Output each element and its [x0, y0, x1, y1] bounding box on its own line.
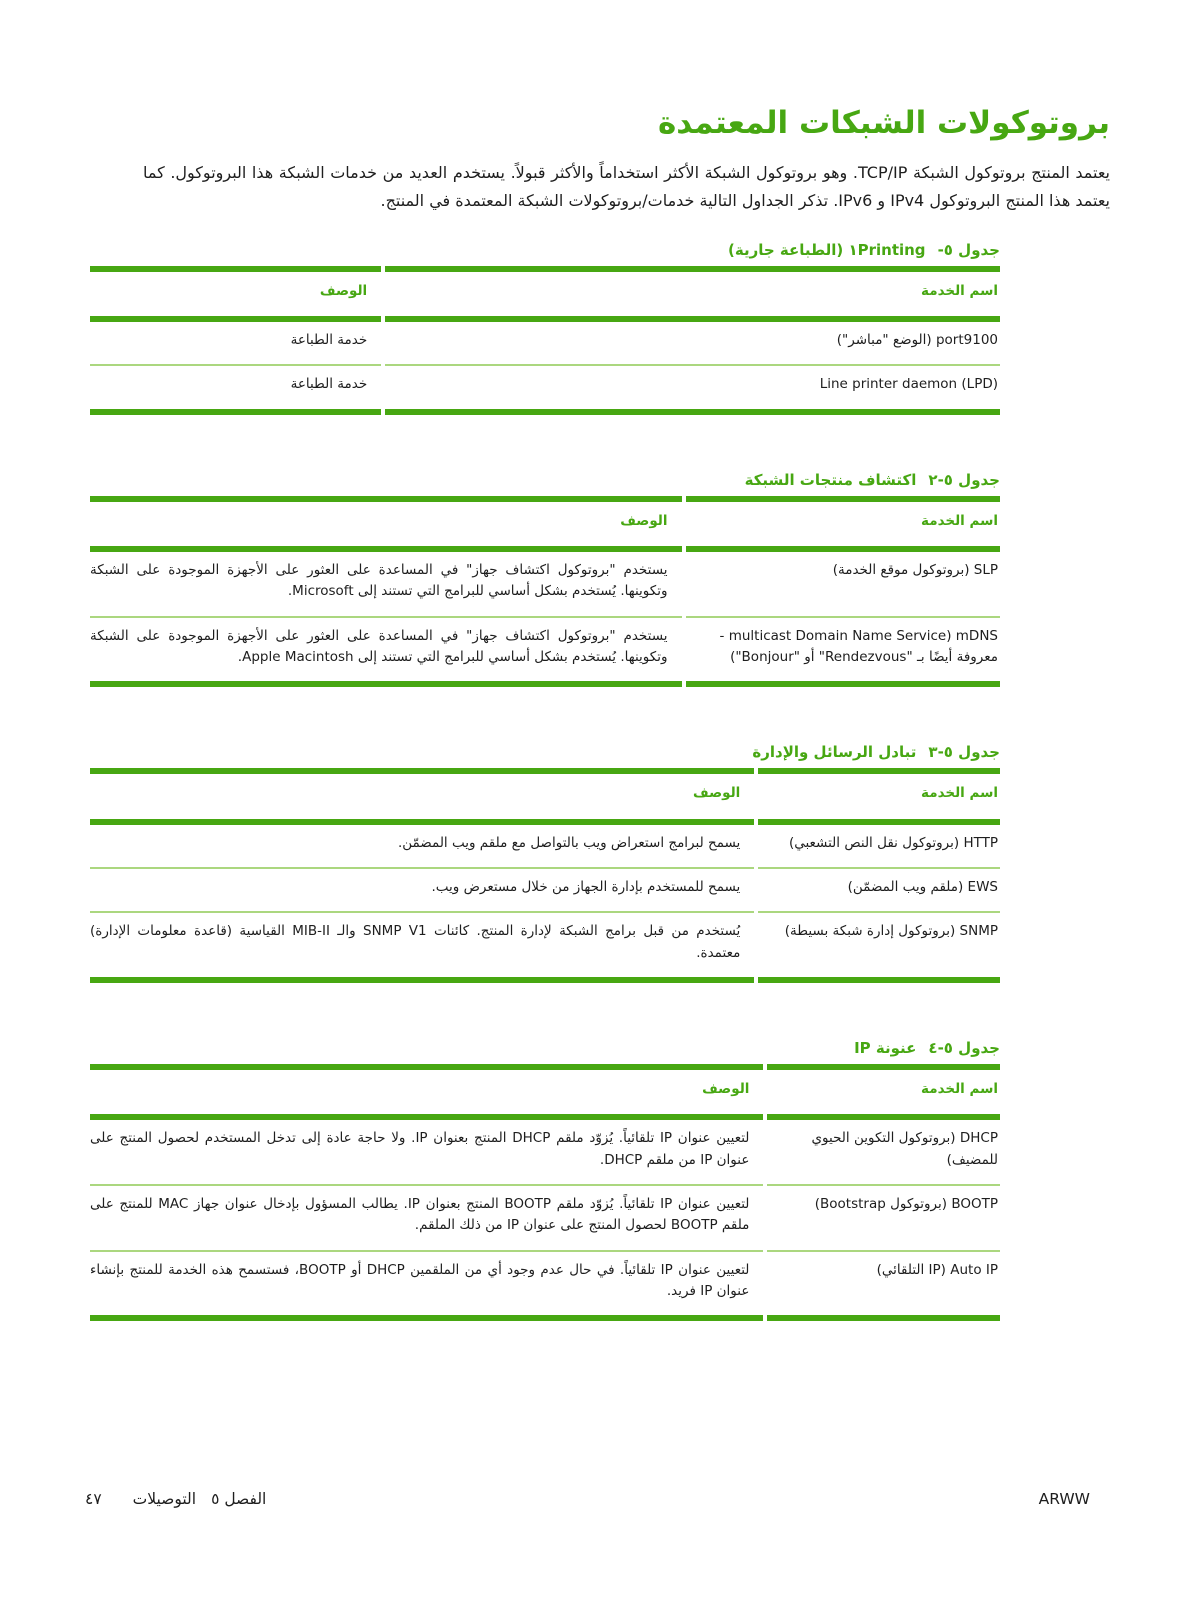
table-caption-label: جدول ٥-١ — [848, 240, 1000, 259]
table-bottom-rule — [90, 1315, 1000, 1321]
description-cell: يسمح لبرامج استعراض ويب بالتواصل مع ملقم ويب المضمّن. — [397, 834, 741, 851]
service-cell: HTTP (بروتوكول نقل النص التشعبي) — [788, 834, 998, 851]
table-row — [90, 552, 1000, 616]
column-header-service: اسم الخدمة — [921, 282, 998, 299]
page-footer — [85, 1490, 1090, 1508]
table-row — [90, 825, 1000, 867]
footer-page-number: ٤٧ — [85, 1490, 102, 1508]
table-bottom-rule — [90, 681, 1000, 687]
description-cell: لتعيين عنوان IP تلقائياً. يُزوّد ملقم BOOTP المنتج بعنوان IP. يطالب المسؤول بإدخال عنوان جهاز MAC للمنتج على ملقم BOOTP لحصول المنتج على عنوان IP من ذلك الملقم. — [90, 1196, 750, 1234]
rule-segment — [754, 977, 1000, 983]
table-row — [90, 366, 1000, 408]
table-bottom-rule — [90, 977, 1000, 983]
table-row — [90, 1252, 1000, 1316]
table-caption — [90, 241, 1000, 259]
table-ip-addressing — [90, 1039, 1000, 1321]
table-row — [90, 913, 1000, 977]
table-caption-title: Printing (الطباعة جارية) — [728, 240, 926, 259]
column-header-service: اسم الخدمة — [921, 1081, 998, 1098]
service-cell: port9100 (الوضع "مباشر") — [836, 332, 998, 349]
column-header-description: الوصف — [693, 785, 741, 802]
column-header-service: اسم الخدمة — [921, 785, 998, 802]
description-cell: يستخدم "بروتوكول اكتشاف جهاز" في المساعدة على العثور على الأجهزة الموجودة على الشبكة وتكوينها. يُستخدم بشكل أساسي للبرامج التي تستند إلى Apple Macintosh. — [90, 627, 668, 666]
table-row — [90, 618, 1000, 682]
service-cell: SLP (بروتوكول موقع الخدمة) — [832, 562, 998, 579]
rule-segment — [682, 681, 1001, 687]
service-cell: DHCP (بروتوكول التكوين الحيوي للمضيف) — [811, 1130, 998, 1168]
table-row — [90, 869, 1000, 911]
footer-section: التوصيلات — [132, 1490, 197, 1508]
rule-segment — [90, 409, 381, 415]
service-cell: BOOTP (بروتوكول Bootstrap) — [814, 1196, 998, 1212]
service-cell: Line printer daemon (LPD) — [819, 376, 998, 393]
table-row — [90, 322, 1000, 364]
intro-paragraph: يعتمد المنتج بروتوكول الشبكة TCP/IP. وهو بروتوكول الشبكة الأكثر استخداماً والأكثر قبولاً. يستخدم العديد من خدمات الشبكة هذا البروتوكول. كما يعتمد هذا المنتج البروتوكول IPv4 و IPv6. تذكر الجداول التالية خدمات/بروتوكولات الشبكة المعتمدة في المنتج. — [143, 162, 1110, 210]
table-printing — [90, 241, 1000, 415]
table-header-row — [90, 1070, 1000, 1114]
table-caption-label: جدول ٥-٤ — [928, 1039, 1000, 1058]
description-cell: يستخدم "بروتوكول اكتشاف جهاز" في المساعدة على العثور على الأجهزة الموجودة على الشبكة وتكوينها. يُستخدم بشكل أساسي للبرامج التي تستند إلى Microsoft. — [90, 562, 668, 600]
description-cell: لتعيين عنوان IP تلقائياً. يُزوّد ملقم DHCP المنتج بعنوان IP. ولا حاجة عادة إلى تدخل المستخدم لحصول المنتج على عنوان IP من ملقم DHCP. — [90, 1130, 750, 1168]
table-caption-title: عنونة IP — [854, 1039, 917, 1058]
table-network-discovery — [90, 471, 1000, 688]
table-header-row — [90, 774, 1000, 818]
table-caption — [90, 743, 1000, 761]
service-cell: EWS (ملقم ويب المضمّن) — [847, 879, 998, 896]
rule-segment — [763, 1315, 1000, 1321]
service-cell: Auto IP (IP التلقائي) — [876, 1261, 998, 1278]
table-header-row — [90, 272, 1000, 316]
description-cell: خدمة الطباعة — [290, 376, 368, 393]
table-caption — [90, 1039, 1000, 1057]
service-cell: SNMP (بروتوكول إدارة شبكة بسيطة) — [784, 923, 998, 940]
footer-brand: ARWW — [1038, 1490, 1090, 1508]
column-header-description: الوصف — [319, 282, 368, 299]
table-row — [90, 1120, 1000, 1184]
description-cell: خدمة الطباعة — [290, 332, 368, 349]
table-caption — [90, 471, 1000, 489]
rule-segment — [90, 1315, 763, 1321]
table-caption-title: تبادل الرسائل والإدارة — [752, 743, 917, 762]
footer-page-info — [85, 1490, 266, 1508]
table-row — [90, 1186, 1000, 1250]
table-caption-label: جدول ٥-٣ — [928, 743, 1000, 762]
footer-chapter: الفصل ٥ — [211, 1490, 267, 1508]
column-header-service: اسم الخدمة — [921, 512, 998, 529]
rule-segment — [90, 977, 754, 983]
table-messaging-management — [90, 743, 1000, 983]
description-cell: يسمح للمستخدم بإدارة الجهاز من خلال مستعرض ويب. — [431, 879, 741, 896]
table-caption-label: جدول ٥-٢ — [928, 470, 1000, 489]
table-bottom-rule — [90, 409, 1000, 415]
description-cell: يُستخدم من قبل برامج الشبكة لإدارة المنتج. كائنات SNMP V1 والـ MIB-II القياسية (قاعدة معلومات الإدارة) معتمدة. — [90, 923, 741, 961]
column-header-description: الوصف — [702, 1081, 750, 1098]
page-title: بروتوكولات الشبكات المعتمدة — [657, 105, 1110, 141]
table-caption-title: اكتشاف منتجات الشبكة — [744, 470, 917, 489]
rule-segment — [90, 681, 682, 687]
column-header-description: الوصف — [620, 512, 668, 529]
rule-segment — [381, 409, 1000, 415]
table-header-row — [90, 502, 1000, 546]
service-cell: mDNS (multicast Domain Name Service - معروفة أيضًا بـ "Rendezvous" أو "Bonjour") — [719, 627, 998, 666]
tables-area — [90, 241, 1000, 1322]
description-cell: لتعيين عنوان IP تلقائياً. في حال عدم وجود أي من الملقمين DHCP أو BOOTP، فستسمح هذه الخدمة للمنتج بإنشاء عنوان IP فريد. — [90, 1261, 750, 1299]
